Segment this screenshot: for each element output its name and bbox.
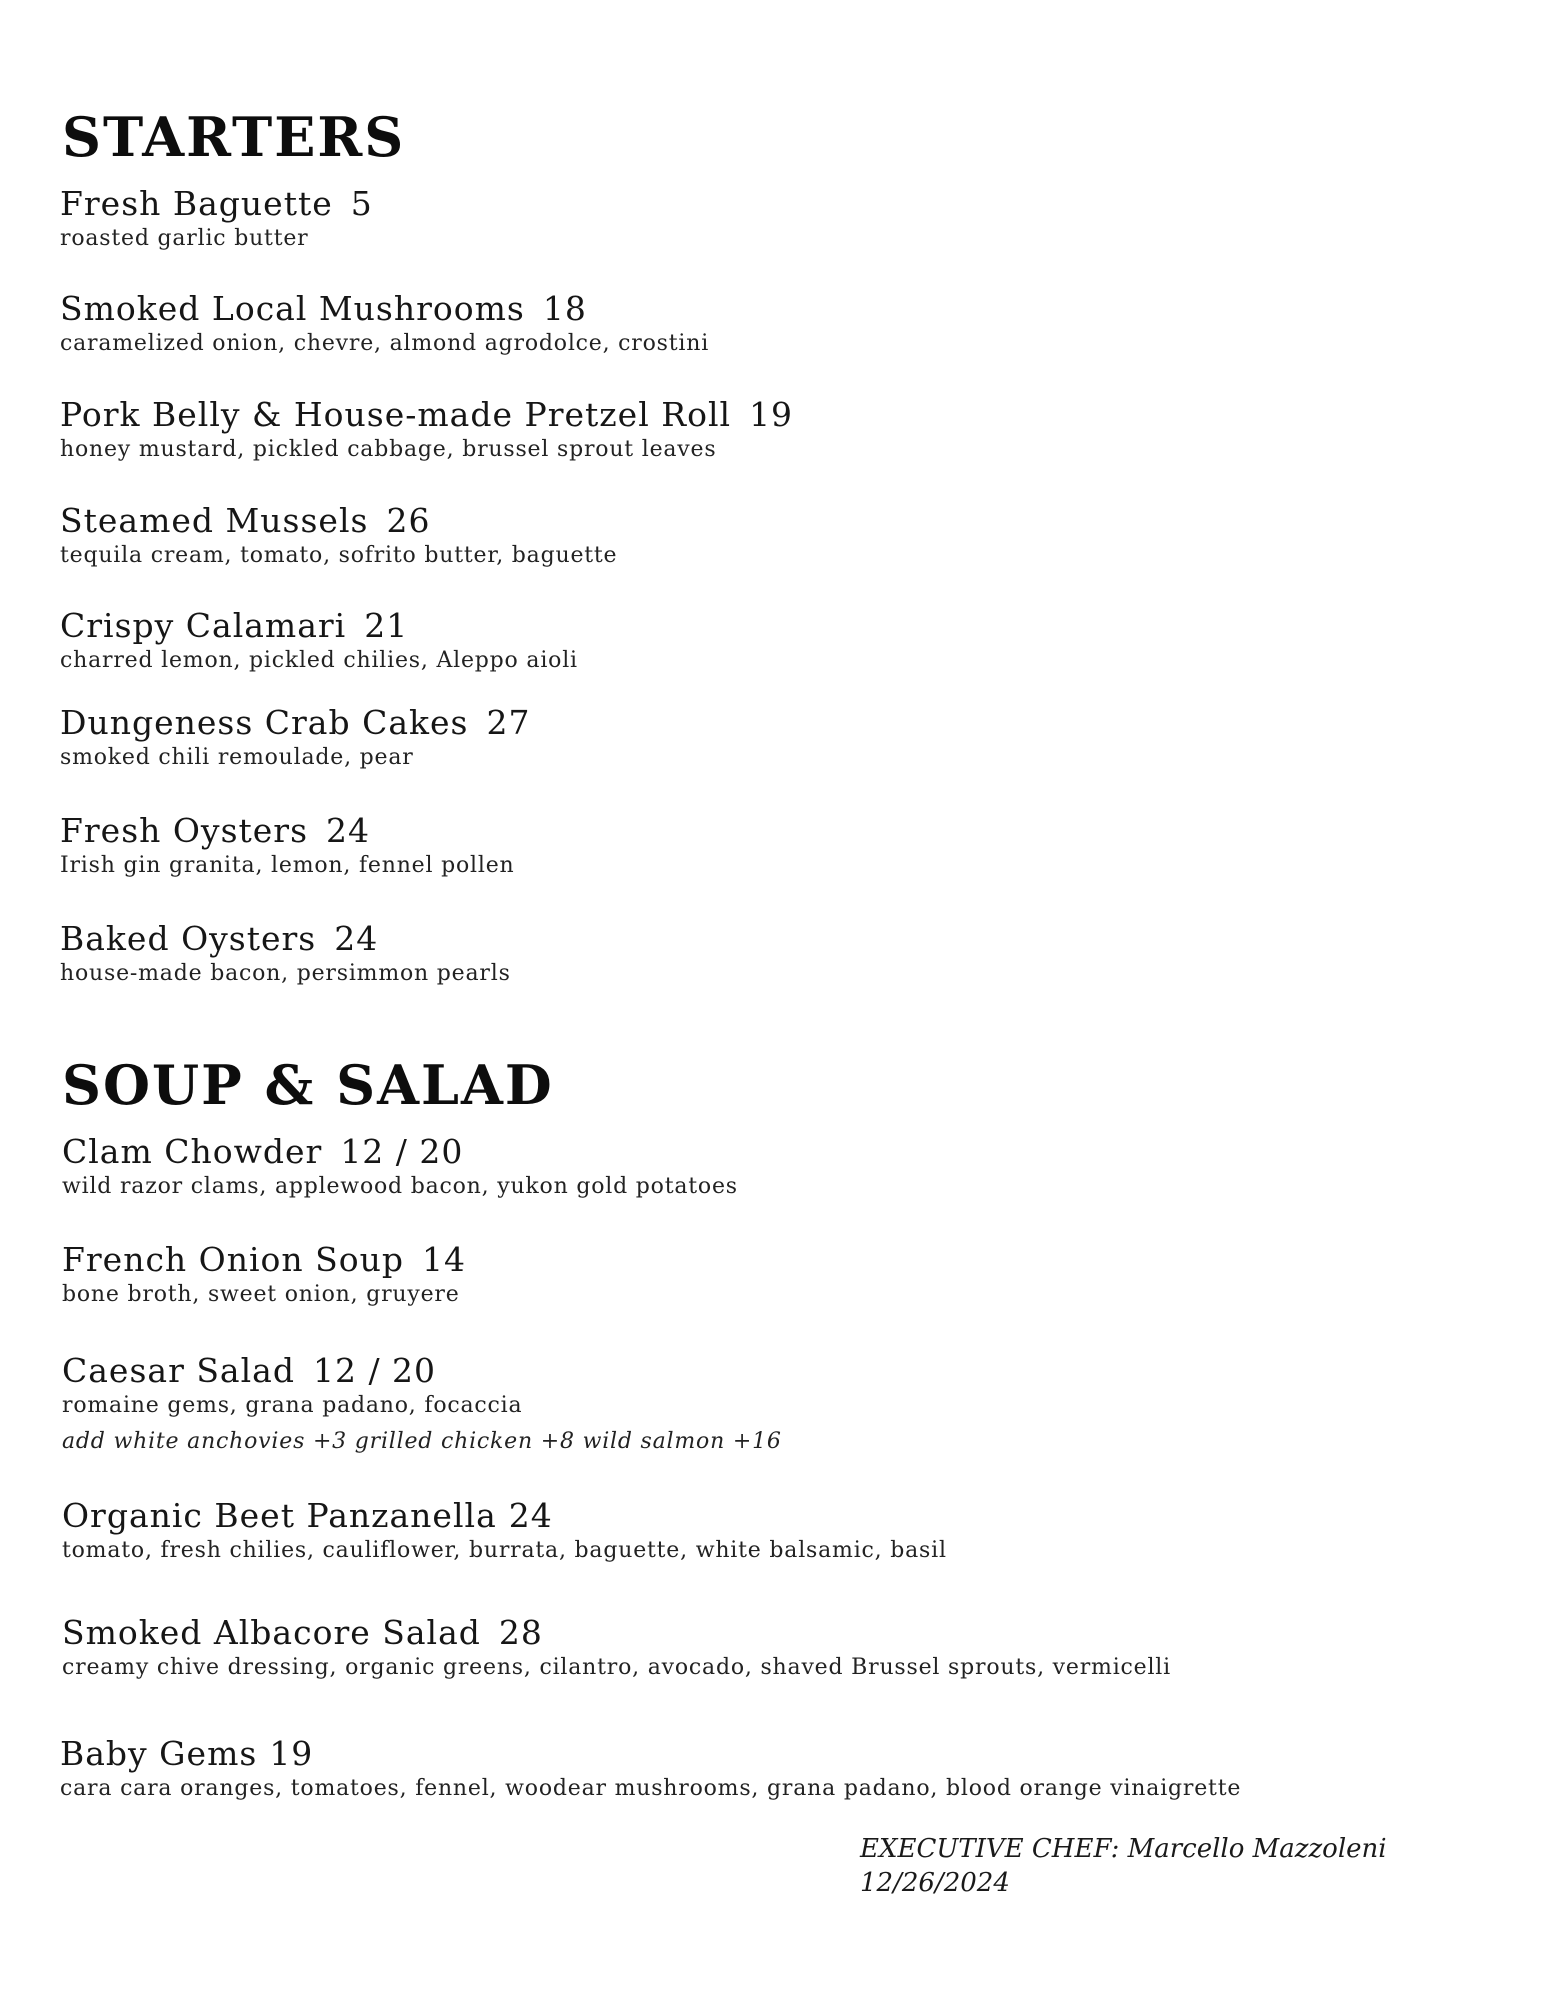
menu-date: 12/26/2024: [860, 1868, 1010, 1898]
item-name: Fresh Oysters: [60, 811, 309, 850]
executive-chef-line: EXECUTIVE CHEF: Marcello Mazzoleni: [860, 1834, 1387, 1864]
item-name: Steamed Mussels: [60, 501, 369, 540]
menu-item-smoked-local-mushrooms: [60, 289, 1460, 359]
item-title: [60, 184, 1460, 224]
item-description: cara cara oranges, tomatoes, fennel, woodear mushrooms, grana padano, blood orange vinaigrette: [60, 1776, 1242, 1801]
item-description: tomato, fresh chilies, cauliflower, burrata, baguette, white balsamic, basil: [62, 1538, 947, 1563]
item-title: [60, 395, 1460, 435]
item-price: 24: [334, 919, 379, 958]
menu-item-baby-gems: [60, 1734, 1460, 1804]
item-name: Crispy Calamari: [60, 606, 347, 645]
item-price: 19: [749, 395, 794, 434]
item-description: house-made bacon, persimmon pearls: [60, 961, 511, 986]
item-price: 27: [486, 703, 531, 742]
menu-item-pork-belly: [60, 395, 1460, 465]
item-description: caramelized onion, chevre, almond agrodolce, crostini: [60, 331, 710, 356]
item-price: 5: [350, 184, 373, 223]
item-price: 24: [508, 1496, 553, 1535]
item-description: romaine gems, grana padano, focaccia: [62, 1393, 523, 1418]
item-title: [60, 501, 1460, 541]
item-name: Smoked Local Mushrooms: [60, 289, 525, 328]
item-title: [60, 811, 1460, 851]
item-price: 26: [386, 501, 431, 540]
item-title: [62, 1351, 1462, 1391]
item-name: Dungeness Crab Cakes: [60, 703, 469, 742]
item-title: [62, 1240, 1462, 1280]
item-price: 19: [269, 1734, 314, 1773]
menu-item-clam-chowder: [62, 1132, 1462, 1202]
item-description: Irish gin granita, lemon, fennel pollen: [60, 853, 515, 878]
item-description: roasted garlic butter: [60, 226, 309, 251]
item-price: 12 / 20: [340, 1132, 464, 1171]
menu-item-caesar-salad: [62, 1351, 1462, 1457]
item-name: Fresh Baguette: [60, 184, 333, 223]
item-title: [60, 606, 1460, 646]
menu-item-crispy-calamari: [60, 606, 1460, 676]
item-price: 28: [498, 1613, 543, 1652]
item-description: charred lemon, pickled chilies, Aleppo aioli: [60, 648, 578, 673]
item-price: 21: [364, 606, 409, 645]
item-description: bone broth, sweet onion, gruyere: [62, 1282, 460, 1307]
item-name: Caesar Salad: [62, 1351, 295, 1390]
item-description: smoked chili remoulade, pear: [60, 745, 414, 770]
menu-item-french-onion-soup: [62, 1240, 1462, 1310]
item-title: [62, 1496, 1462, 1536]
item-description: wild razor clams, applewood bacon, yukon gold potatoes: [62, 1174, 738, 1199]
item-name: French Onion Soup: [62, 1240, 405, 1279]
menu-item-fresh-oysters: [60, 811, 1460, 881]
section-title-starters: STARTERS: [62, 105, 406, 169]
item-name: Smoked Albacore Salad: [62, 1613, 481, 1652]
item-title: [60, 919, 1460, 959]
menu-item-organic-beet-panzanella: [62, 1496, 1462, 1566]
section-title-soup-salad: SOUP & SALAD: [62, 1053, 554, 1117]
item-name: Clam Chowder: [62, 1132, 323, 1171]
menu-item-steamed-mussels: [60, 501, 1460, 571]
menu-item-dungeness-crab-cakes: [60, 703, 1460, 773]
menu-item-smoked-albacore-salad: [62, 1613, 1462, 1683]
menu-item-baked-oysters: [60, 919, 1460, 989]
item-name: Baked Oysters: [60, 919, 317, 958]
item-title: [62, 1132, 1462, 1172]
item-name: Baby Gems: [60, 1734, 258, 1773]
item-price: 12 / 20: [312, 1351, 437, 1390]
item-title: [62, 1613, 1462, 1653]
item-title: [60, 289, 1460, 329]
item-name: Organic Beet Panzanella: [62, 1496, 497, 1535]
item-price: 14: [422, 1240, 467, 1279]
item-price: 18: [542, 289, 587, 328]
item-addons: add white anchovies +3 grilled chicken +8 wild salmon +16: [62, 1429, 782, 1454]
menu-item-fresh-baguette: [60, 184, 1460, 254]
chef-signature-block: [860, 1832, 1387, 1900]
item-title: [60, 1734, 1460, 1774]
item-description: tequila cream, tomato, sofrito butter, baguette: [60, 543, 618, 568]
item-description: honey mustard, pickled cabbage, brussel sprout leaves: [60, 437, 717, 462]
item-title: [60, 703, 1460, 743]
item-name: Pork Belly & House-made Pretzel Roll: [60, 395, 732, 434]
item-price: 24: [326, 811, 371, 850]
item-description: creamy chive dressing, organic greens, cilantro, avocado, shaved Brussel sprouts, vermicelli: [62, 1655, 1171, 1680]
